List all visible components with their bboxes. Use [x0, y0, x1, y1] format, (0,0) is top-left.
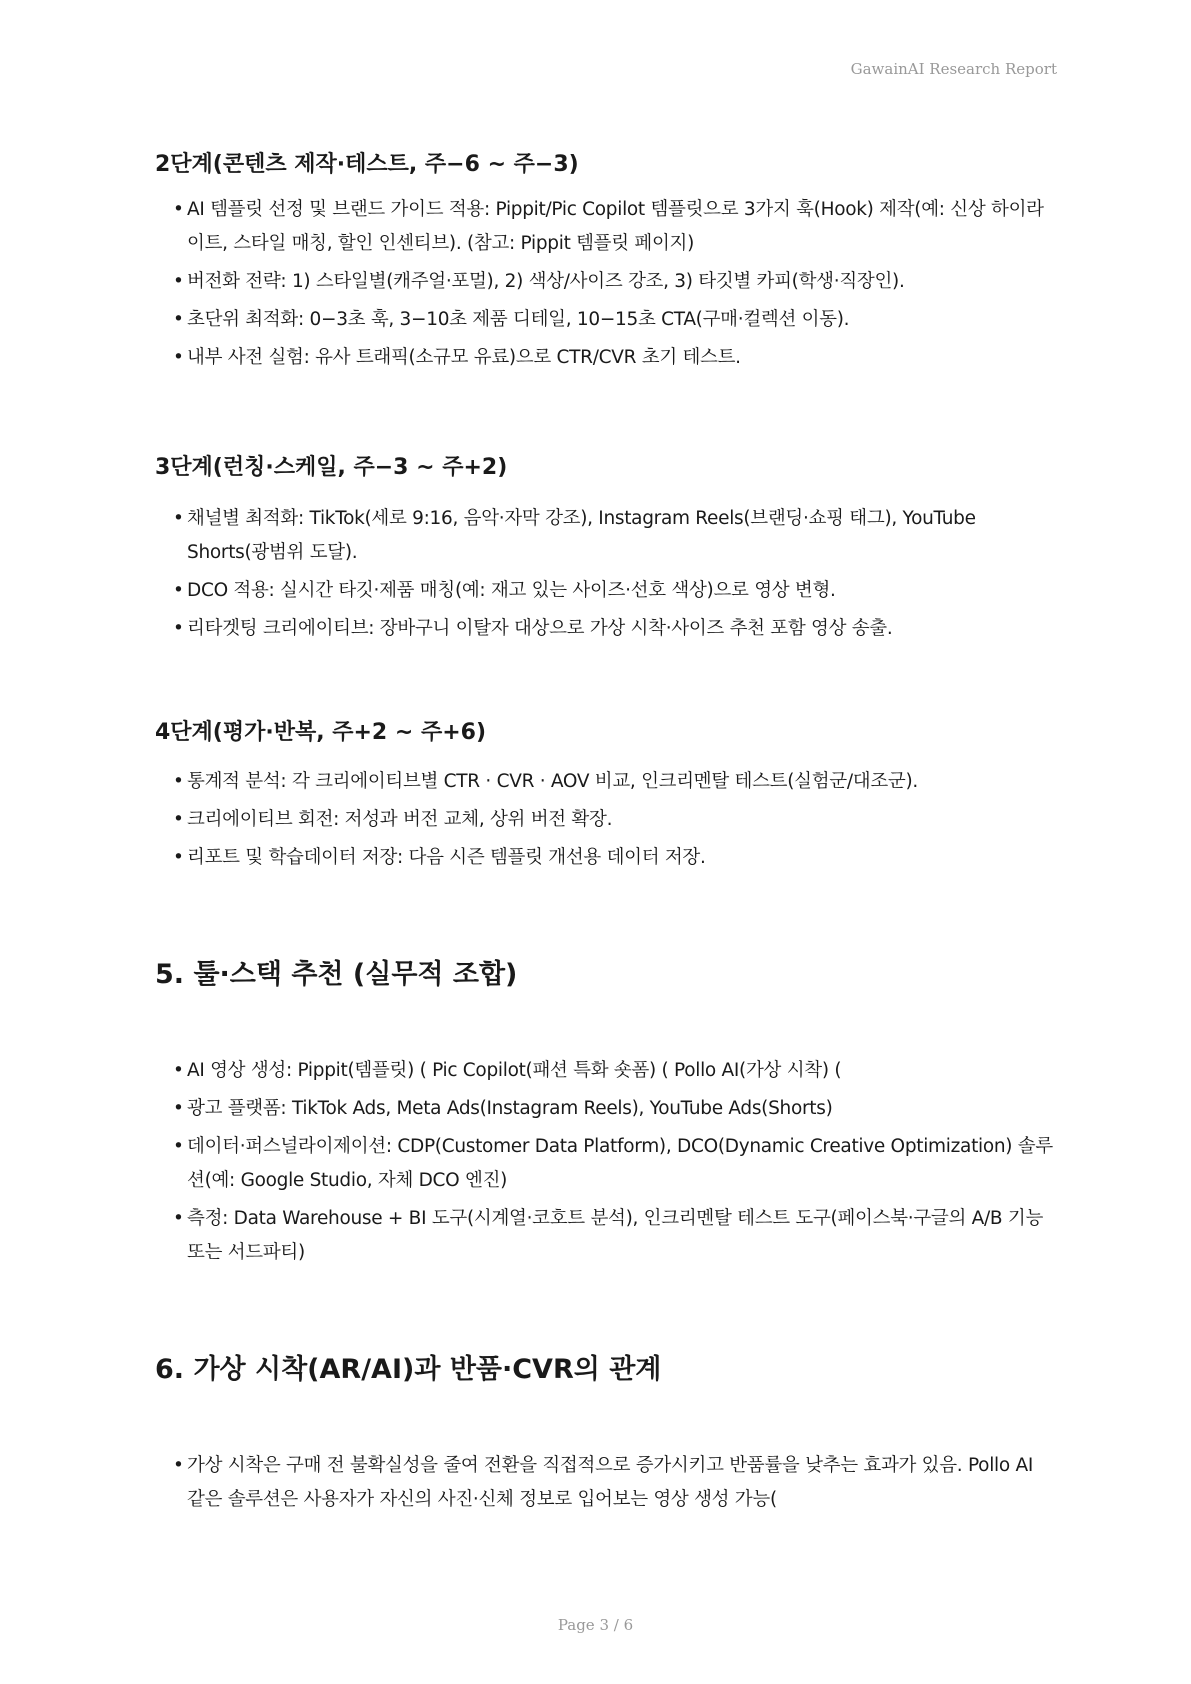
list-item: • 통계적 분석: 각 크리에이티브별 CTR · CVR · AOV 비교, 인크리멘탈 테스트(실험군/대조군). — [155, 765, 1055, 799]
list-item: • AI 영상 생성: Pippit(템플릿) ( Pic Copilot(패션 특화 숏폼) ( Pollo AI(가상 시착) ( — [155, 1054, 1055, 1088]
section-heading: 3단계(런칭·스케일, 주−3 ~ 주+2) — [155, 455, 508, 480]
section-heading: 2단계(콘텐츠 제작·테스트, 주−6 ~ 주−3) — [155, 152, 579, 177]
page-number: Page 3 / 6 — [557, 1616, 634, 1634]
list-item: • AI 템플릿 선정 및 브랜드 가이드 적용: Pippit/Pic Copilot 템플릿으로 3가지 훅(Hook) 제작(예: 신상 하이라이트, 스타일 매칭, 할인 인센티브). (참고: Pippit 템플릿 페이지) — [155, 193, 1055, 261]
section-stage-2 — [155, 149, 1055, 379]
list-item: • 리포트 및 학습데이터 저장: 다음 시즌 템플릿 개선용 데이터 저장. — [155, 841, 1055, 875]
list-item: • 초단위 최적화: 0−3초 훅, 3−10초 제품 디테일, 10−15초 CTA(구매·컬렉션 이동). — [155, 303, 1055, 337]
section-stage-3 — [155, 452, 1055, 650]
list-item: • 데이터·퍼스널라이제이션: CDP(Customer Data Platform), DCO(Dynamic Creative Optimization) 솔루션(예: Google Studio, 자체 DCO 엔진) — [155, 1130, 1055, 1198]
list-item: • 리타겟팅 크리에이티브: 장바구니 이탈자 대상으로 가상 시착·사이즈 추천 포함 영상 송출. — [155, 612, 1055, 646]
list-item: • 채널별 최적화: TikTok(세로 9:16, 음악·자막 강조), Instagram Reels(브랜딩·쇼핑 태그), YouTube Shorts(광범위 도달). — [155, 502, 1055, 570]
list-item: • 광고 플랫폼: TikTok Ads, Meta Ads(Instagram Reels), YouTube Ads(Shorts) — [155, 1092, 1055, 1126]
report-header: GawainAI Research Report — [850, 60, 1057, 78]
section-heading: 6. 가상 시착(AR/AI)과 반품·CVR의 관계 — [155, 1354, 662, 1385]
section-stage-4 — [155, 717, 1055, 879]
list-item: • DCO 적용: 실시간 타깃·제품 매칭(예: 재고 있는 사이즈·선호 색상)으로 영상 변형. — [155, 574, 1055, 608]
list-item: • 내부 사전 실험: 유사 트래픽(소규모 유료)으로 CTR/CVR 초기 테스트. — [155, 341, 1055, 375]
list-item: • 버전화 전략: 1) 스타일별(캐주얼·포멀), 2) 색상/사이즈 강조, 3) 타깃별 카피(학생·직장인). — [155, 265, 1055, 299]
list-item: • 크리에이티브 회전: 저성과 버전 교체, 상위 버전 확장. — [155, 803, 1055, 837]
section-heading: 4단계(평가·반복, 주+2 ~ 주+6) — [155, 720, 487, 745]
list-item: • 측정: Data Warehouse + BI 도구(시계열·코호트 분석), 인크리멘탈 테스트 도구(페이스북·구글의 A/B 기능 또는 서드파티) — [155, 1202, 1055, 1270]
section-tool-stack — [155, 956, 1055, 1274]
section-heading: 5. 툴·스택 추천 (실무적 조합) — [155, 959, 518, 990]
list-item: • 가상 시착은 구매 전 불확실성을 줄여 전환을 직접적으로 증가시키고 반품률을 낮추는 효과가 있음. Pollo AI 같은 솔루션은 사용자가 자신의 사진·신체 정보로 입어보는 영상 생성 가능( — [155, 1449, 1055, 1517]
section-virtual-try-on — [155, 1351, 1055, 1521]
